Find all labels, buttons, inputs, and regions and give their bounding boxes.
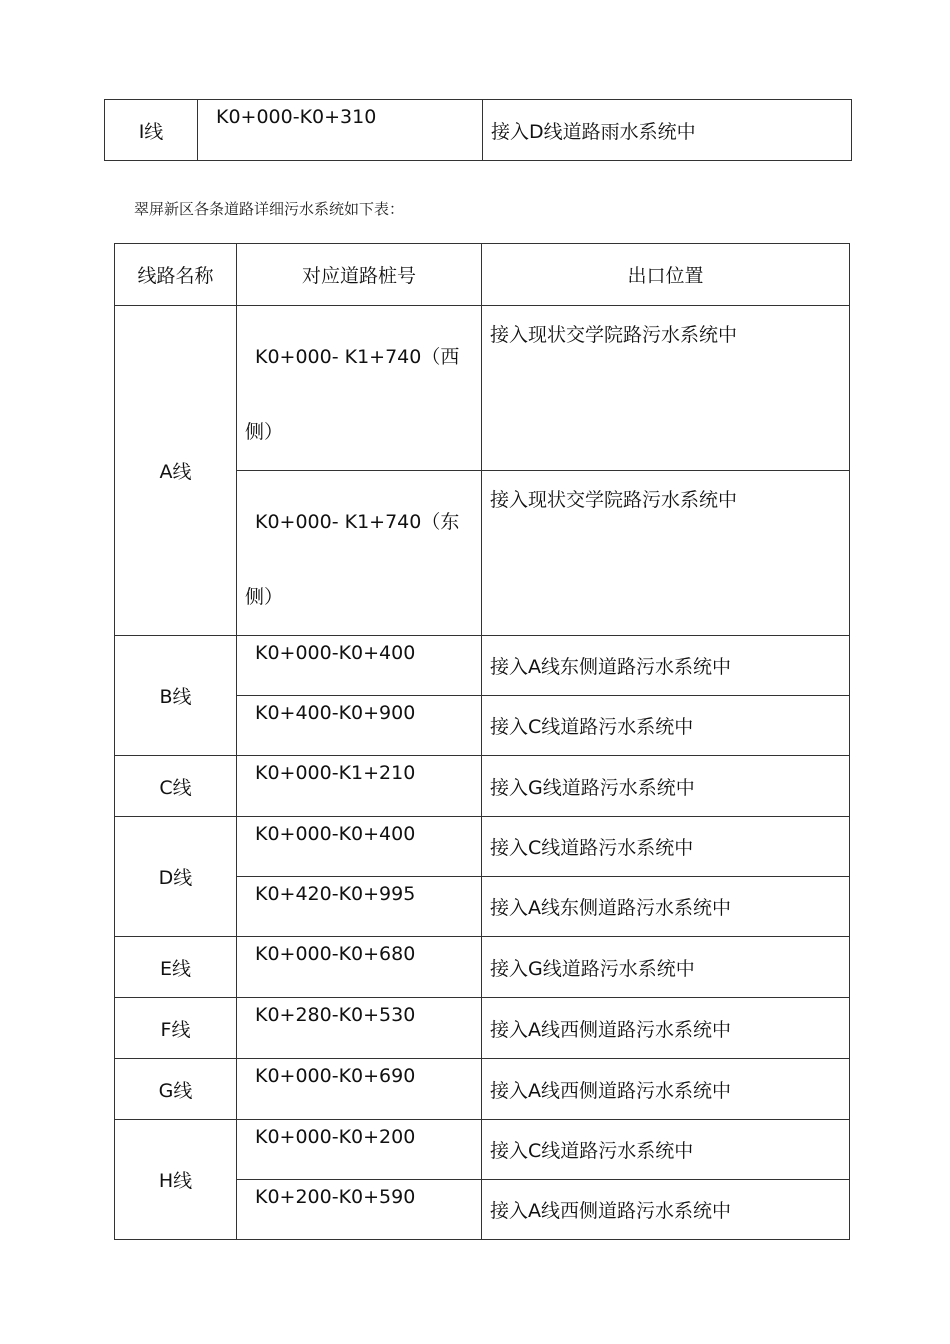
chainage-cell: K0+000-K1+210 xyxy=(237,756,482,817)
chainage-cell: K0+420-K0+995 xyxy=(237,877,482,937)
table-row xyxy=(115,1059,850,1120)
table-row xyxy=(115,817,850,877)
outlet-cell: 接入C线道路污水系统中 xyxy=(482,696,850,756)
line-name-cell: D线 xyxy=(115,817,237,937)
outlet-cell: 接入G线道路污水系统中 xyxy=(482,937,850,998)
chainage-cell xyxy=(237,471,482,636)
chainage-cell: K0+000-K0+400 xyxy=(237,636,482,696)
outlet-cell: 接入A线西侧道路污水系统中 xyxy=(482,1180,850,1240)
table-row xyxy=(115,937,850,998)
outlet-cell: 接入C线道路污水系统中 xyxy=(482,1120,850,1180)
chainage-cell: K0+280-K0+530 xyxy=(237,998,482,1059)
header-row xyxy=(115,244,850,306)
line-name-cell: B线 xyxy=(115,636,237,756)
outlet-cell: 接入A线西侧道路污水系统中 xyxy=(482,998,850,1059)
outlet-cell: 接入D线道路雨水系统中 xyxy=(483,100,852,161)
line-name-cell: E线 xyxy=(115,937,237,998)
chainage-text-line1: K0+000- K1+740（西 xyxy=(255,346,460,368)
chainage-cell: K0+000-K0+200 xyxy=(237,1120,482,1180)
header-line-name: 线路名称 xyxy=(115,244,237,306)
chainage-cell: K0+400-K0+900 xyxy=(237,696,482,756)
line-name-cell: F线 xyxy=(115,998,237,1059)
chainage-cell: K0+000-K0+680 xyxy=(237,937,482,998)
line-name-cell: I线 xyxy=(105,100,198,161)
outlet-cell: 接入G线道路污水系统中 xyxy=(482,756,850,817)
table-row xyxy=(115,998,850,1059)
sewage-system-table xyxy=(114,243,850,1240)
chainage-text-line2: 侧） xyxy=(245,586,284,608)
chainage-text-line1: K0+000- K1+740（东 xyxy=(255,511,460,533)
header-chainage: 对应道路桩号 xyxy=(237,244,482,306)
outlet-cell: 接入现状交学院路污水系统中 xyxy=(482,306,850,471)
line-name-cell: H线 xyxy=(115,1120,237,1240)
outlet-cell: 接入现状交学院路污水系统中 xyxy=(482,471,850,636)
table-row xyxy=(105,100,852,161)
line-name-cell: A线 xyxy=(115,306,237,636)
table-row xyxy=(115,756,850,817)
chainage-cell: K0+200-K0+590 xyxy=(237,1180,482,1240)
line-name-cell: G线 xyxy=(115,1059,237,1120)
header-outlet: 出口位置 xyxy=(482,244,850,306)
table-row xyxy=(115,636,850,696)
stormwater-table-continued xyxy=(104,99,852,161)
table-row xyxy=(115,1120,850,1180)
chainage-cell: K0+000-K0+400 xyxy=(237,817,482,877)
table-row xyxy=(115,306,850,471)
outlet-cell: 接入A线东侧道路污水系统中 xyxy=(482,877,850,937)
outlet-cell: 接入A线东侧道路污水系统中 xyxy=(482,636,850,696)
chainage-cell: K0+000-K0+690 xyxy=(237,1059,482,1120)
table-caption: 翠屏新区各条道路详细污水系统如下表： xyxy=(134,200,405,218)
outlet-cell: 接入C线道路污水系统中 xyxy=(482,817,850,877)
chainage-cell xyxy=(237,306,482,471)
chainage-cell: K0+000-K0+310 xyxy=(198,100,483,161)
chainage-text-line2: 侧） xyxy=(245,421,284,443)
line-name-cell: C线 xyxy=(115,756,237,817)
outlet-cell: 接入A线西侧道路污水系统中 xyxy=(482,1059,850,1120)
